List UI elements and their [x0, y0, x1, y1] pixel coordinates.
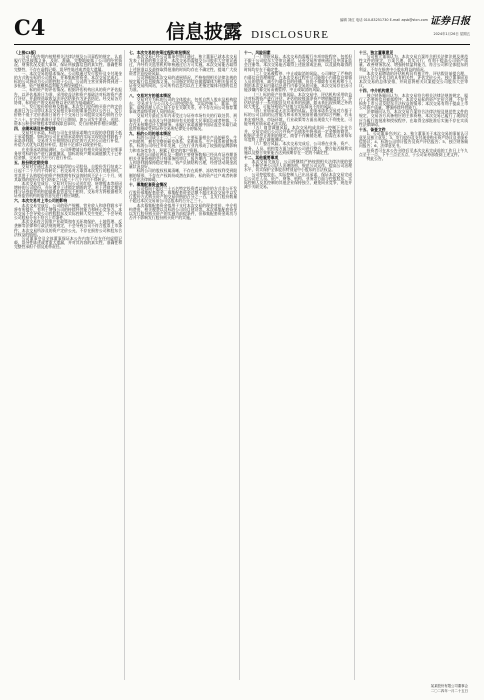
section-heading: 十一、风险因素 — [244, 50, 271, 55]
text-column-1 — [14, 50, 125, 680]
section-title-en: DISCLOSURE — [251, 29, 329, 41]
body-paragraph: 公司独立董事认为，本次交易方案符合相关法律法规及规范性文件的规定，方案合理、切实可行，有利于提高公司资产质量、改善财务状况、增强持续盈利能力，符合公司和全体股东的利益，不存在损害中小股东利益的情况。 — [359, 54, 468, 72]
body-paragraph: 本次交易已经公司董事会审议通过，独立董事已就本次交易发表了同意的独立意见。本次交易尚需提交公司股东大会审议通过，并经有关监管机构审核通过后方可实施。本次交易能否取得上述批准以及最终取得批准的时间均存在不确定性，提请广大投资者注意投资风险。 — [129, 54, 237, 76]
body-paragraph: （三）标的资产估值风险。本次交易中，评估机构采用收益法对标的资产进行评估，评估值较账面净资产增值幅度较大。评估结论基于一系列假设及对未来的预测，如未来出现预期之外的较大变化，可能导致资产估值与实际情况不符的风险。 — [244, 91, 352, 110]
body-paragraph: 公司控股股东、实际控制人已出具承诺，保证本次交易完成后公司在人员、资产、财务、机构、业务等方面与控股股东、实际控制人及其控制的其他企业保持独立，避免同业竞争，规范并减少关联交易。 — [244, 171, 352, 189]
masthead — [14, 16, 470, 42]
body-paragraph: 本次交易完成后，公司的资产规模、营业收入和净利润水平将有所提升，有利于增强公司的持续经营能力和核心竞争力。本次交易不会导致公司控股股东及实际控制人发生变化，不会导致公司股权分布不符合上市条件。 — [14, 202, 122, 221]
section-heading: 八、交易对方的基本情况 — [129, 92, 171, 98]
section-heading: 七、本次交易的决策过程和审批情况 — [129, 50, 190, 55]
editor-info: 编辑 刘红 电话 010-83251730 E-mail zqsb@stcn.com — [340, 18, 428, 22]
body-paragraph: 本次交易完成后，交易对方因公司送红股、转增股本等原因增持的公司股份，亦应遵守上述锁定期的约定。若上述锁定期安排与证券监管机构的最新监管意见不相符，交易对方将根据相关证券监管机构的监管意见进行相应调整。 — [14, 180, 122, 199]
body-paragraph: （二）交易被暂停、中止或取消的风险。公司制定了严格的内幕信息管理制度，在本次交易过程中尽可能缩小内幕信息知情人员的范围，减少内幕信息的传播，但仍不排除有关机构和个人利用本次交易内幕信息进行内幕交易的可能，本次交易存在因可能涉嫌内幕交易而被暂停、中止或取消的风险。 — [244, 70, 352, 93]
signature-company: 某某股份有限公司董事会 — [430, 684, 468, 688]
body-paragraph: 标的公司最近两年及一期的主要财务数据已经具有证券期货相关业务资格的会计师事务所审计。报告期内，标的公司营业收入和净利润保持稳定增长，资产负债结构合理，经营活动现金流量状况良好。 — [129, 151, 237, 170]
body-paragraph: 标的公司成立于二〇一〇年，主要从事相关产品的研发、生产和销售，拥有完整的研发体系、采购体系、生产体系和销售体系。标的公司经过多年发展，已在行业内形成了较强的品牌影响力和市场竞争力，积累了稳定的客户资源。 — [129, 135, 237, 153]
body-paragraph: 本次交易完成后，公司将继续严格按照相关法律法规的要求，不断完善公司法人治理结构，规范公司运作，提高公司治理水平，切实保护全体股东特别是中小股东的合法权益。 — [244, 159, 352, 173]
header-rule — [14, 44, 470, 45]
body-paragraph: 独立财务顾问认为，本次交易符合相关法律法规的规定，履行了必要的信息披露程序；本次交易标的资产定价合理，不存在损害上市公司及股东合法权益的情形；本次交易有利于提高上市公司资产质量，增强持续经营能力。 — [359, 92, 468, 111]
section-heading: 六、本次交易对上市公司的影响 — [14, 198, 68, 204]
section-heading: 十、募集配套资金情况 — [129, 181, 167, 187]
section-heading: 十四、中介机构意见 — [359, 88, 394, 94]
article-body — [14, 50, 470, 680]
body-paragraph: 本次募集配套资金拟用于支付本次交易的现金对价、中介机构费用、相关税费以及标的公司项目建设等。本次募集配套资金以发行股份购买资产的实施为前提条件，但募集配套资金成功与否并不影响发行股份购买资产的实施。 — [129, 202, 237, 221]
signature-date: 二〇二四年一月二十五日 — [430, 688, 468, 693]
body-paragraph: 1、公司董事会决议；2、独立董事关于本次交易的事前认可意见及独立意见；3、发行股份及支付现金购买资产协议及业绩补偿协议；4、标的公司审计报告及资产评估报告；5、独立财务顾问报告；6、法律意见书。 — [359, 130, 468, 149]
body-paragraph: 标的公司的股权权属清晰，不存在质押、冻结等权利受到限制的情形，不存在产权纠纷或潜在纠纷，标的资产过户或者转移不存在法律障碍。 — [129, 168, 237, 182]
section-heading: 十五、备查文件 — [359, 126, 386, 132]
body-paragraph: （六）整合风险。本次交易完成后，公司将在业务、资产、财务、人员、机构等方面与标的公司进行整合，整合能否顺利实施以及整合效果能否达到预期存在一定的不确定性。 — [244, 141, 352, 155]
section-title — [166, 17, 329, 44]
body-paragraph: 公司拟向不超过三十五名特定投资者以询价的方式非公开发行股份募集配套资金，募集配套资金总额不超过本次交易中以发行股份方式购买资产的交易价格的百分之一百，且发行股份数量不超过本次交易前公司总股本的百分之三十。 — [129, 186, 237, 204]
text-column-4 — [359, 50, 470, 680]
page-number: C4 — [14, 15, 46, 40]
body-paragraph: （五）商誉减值风险。本次交易构成非同一控制下企业合并，交易完成后公司合并资产负债表中将形成一定金额的商誉。根据企业会计准则的规定，商誉不作摊销处理，但需在未来每年年度终了进行减值测试。 — [244, 124, 352, 143]
section-heading: 五、股份锁定期安排 — [14, 160, 49, 166]
body-paragraph: 二、标的资产的评估情况。根据评估机构出具的资产评估报告，以评估基准日为准，采用收益法和资产基础法对标的资产进行评估，并最终选取收益法评估结果作为评估结论。经交易各方协商，标的资产的交易价格以评估值为基础确定。 — [14, 87, 122, 105]
body-paragraph: 公司将根据本次交易的进展情况，严格按照相关法律法规的规定履行信息披露义务。公司指定的信息披露媒体为相关报刊及证券交易所网站，公司所有信息均以在上述指定媒体刊登的信息为准。 — [129, 74, 237, 93]
body-paragraph: 投资者可在本公告刊登后至本次交易完成前的工作日上午九点至十一点，下午三点至五点，于公司证券部查阅上述文件。 — [359, 147, 468, 157]
newspaper-logo: 证券日报 — [430, 16, 470, 27]
body-paragraph: 三、发行股份的价格及数量。本次发行股份购买资产的定价基准日为公司审议本次交易相关事项的董事会决议公告日，发行价格不低于定价基准日前若干个交易日公司股票交易均价的百分之八十。在定价基准日至发行日期间，如公司发生派息、送股、资本公积金转增股本等除权除息事项，发行价格将作相应调整。 — [14, 104, 122, 126]
section-heading: 九、标的公司的基本情况 — [129, 130, 171, 136]
section-heading: （上接C3版） — [14, 50, 39, 55]
body-paragraph: 交易对方通过本次交易取得的公司股份，自股份发行结束之日起十二个月内不得转让；若交易对方取得本次发行的股份时，对其用于认购股份的资产持续拥有权益的时间不足十二个月，则其取得的股份自发行结束之日起三十六个月内不得转让。 — [14, 164, 122, 182]
body-paragraph: 在业绩承诺期届满时，公司将聘请具有相关资质的会计师事务所对标的资产进行减值测试，如标的资产期末减值额大于已补偿金额，交易对方应另行进行补偿。 — [14, 146, 122, 160]
announcement-signature — [358, 684, 468, 693]
body-paragraph: 法律顾问认为，本次交易方案符合法律法规及规范性文件的规定，交易各方具备相应的主体资格，本次交易已履行了现阶段应当履行的批准和授权程序，在取得全部批准后实施不存在实质性法律障碍。 — [359, 109, 468, 127]
body-paragraph: （一）审批风险。本次交易尚需履行多项审批程序，包括但不限于公司股东大会审议通过、证券交易所审核通过及中国证监会注册等。本次交易能否取得上述批准或注册，以及最终取得的时间均存在不确定性。 — [244, 54, 352, 72]
body-paragraph: 公司于报告期内按照相关法律法规及公司章程的规定，认真履行信息披露义务，及时、准确、完整地披露了公司的经营情况、财务状况及重大事项，保证所披露信息的真实性、准确性和完整性，不存在虚假记载、误导性陈述或者重大遗漏。 — [14, 54, 122, 72]
body-paragraph: 一、本次交易的基本情况。公司拟通过发行股份及支付现金的方式购买标的公司股权，并募集配套资金。本次交易完成后，标的公司将成为公司的控股子公司，公司的主营业务将得到进一步拓展，资产规模和盈利能力将得到提升。 — [14, 70, 122, 89]
body-paragraph: 特此公告。 — [366, 155, 386, 161]
body-paragraph: 交易对方为标的公司的全体股东，包括自然人股东及机构股东。交易对方与公司及公司控股股东、实际控制人、董事、监事、高级管理人员之间不存在关联关系，亦不存在向公司推荐董事或者高级管理人员的情况。 — [129, 96, 237, 115]
text-column-2 — [129, 50, 240, 680]
body-paragraph: （四）业绩承诺无法实现的风险。业绩承诺系交易对方基于标的公司目前的运营能力和未来发展前景做出的综合判断，若未来宏观经济、市场环境、行业政策等方面出现重大不利变化，可能导致业绩承诺无法实现。 — [244, 108, 352, 126]
text-column-3 — [244, 50, 355, 680]
section-heading: 四、业绩承诺及补偿安排 — [14, 125, 56, 131]
body-paragraph: 本次交易符合国家产业政策和有关环境保护、土地管理、反垄断等法律和行政法规的规定，不会导致公司不符合股票上市条件；本次交易所涉及的资产定价公允，不存在损害公司和股东合法权益的情形。 — [14, 219, 122, 237]
section-title-cn: 信息披露 — [166, 21, 243, 43]
body-paragraph: 本次交易聘请的评估机构具有独立性，评估假设前提合理，评估方法与评估目的具有相关性，评估定价公允。独立董事同意本次交易的总体安排，并同意将相关议案提交公司股东大会审议。 — [359, 70, 468, 89]
body-paragraph: 交易对方最近五年内未受过与证券市场有关的行政处罚、刑事处罚，亦未涉及与经济纠纷有关的重大民事诉讼或者仲裁，不存在未按期偿还大额债务、未履行承诺或被中国证监会采取行政监管措施或受到证券交易所纪律处分的情况。 — [129, 113, 237, 131]
section-heading: 十三、独立董事意见 — [359, 50, 394, 55]
issue-date: 2024年1月26日 星期五 — [433, 32, 470, 36]
body-paragraph: 公司董事会及全体董事保证本公告内容不存在任何虚假记载、误导性陈述或者重大遗漏，并对其内容的真实性、准确性和完整性承担个别及连带责任。 — [14, 235, 122, 250]
section-heading: 十二、其他重要事项 — [244, 154, 279, 160]
body-paragraph: 交易对方承诺，标的公司在业绩承诺期内实现的净利润不低于承诺数额。如标的公司在业绩承诺期内实际实现的净利润低于承诺净利润，交易对方应按照协议约定的方式对公司进行补偿，补偿方式优先以股份补偿，股份不足部分以现金补偿。 — [14, 129, 122, 148]
